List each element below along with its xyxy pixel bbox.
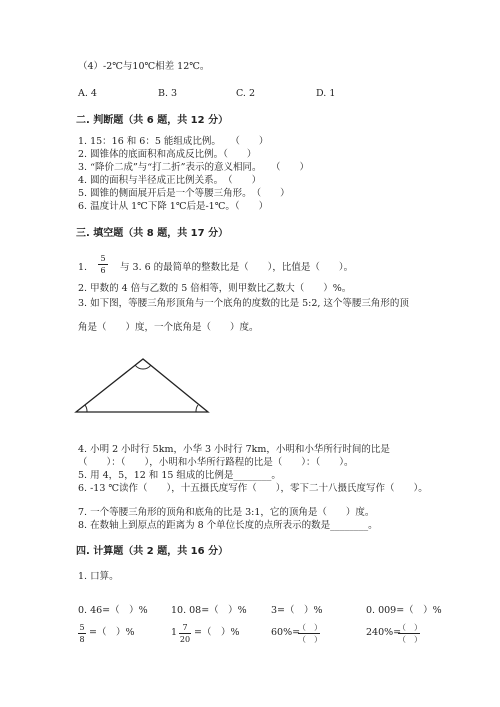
calc-item: 240%= (366, 627, 402, 638)
denominator: 6 (100, 266, 106, 275)
fraction-bar (298, 633, 320, 634)
list-item: 3. “降价二成”与“打二折”表示的意义相同。 （ ） (78, 162, 310, 173)
list-item: 6. -13 ℃读作（ ），十五摄氏度写作（ ），零下二十八摄氏度写作（ ）。 (78, 483, 428, 494)
list-item: 5. 圆锥的侧面展开后是一个等腰三角形。 （ ） (78, 188, 290, 199)
item-number: 1. (78, 262, 88, 273)
list-item: （ ）：（ ），小明和小华所行路程的比是（ ）：（ ）。 (78, 457, 354, 468)
fraction-bar (179, 633, 191, 634)
apex-angle-arc (135, 365, 151, 369)
list-item: 角是（ ）度，一个底角是（ ）度。 (78, 322, 259, 333)
list-item: 1. 15：16 和 6：5 能组成比例。 （ ） (78, 136, 269, 147)
fraction-bar (78, 633, 86, 634)
list-item: 2. 圆锥体的底面积和高成反比例。（ ） (78, 149, 257, 160)
fraction (179, 623, 191, 644)
section-heading: 三. 填空题（共 8 题，共 17 分） (76, 228, 229, 239)
calc-item: 3=（ ）% (271, 605, 323, 616)
section-heading: 四. 计算题（共 2 题，共 16 分） (76, 546, 229, 557)
isosceles-triangle (76, 359, 208, 412)
list-item: 4. 圆的面积与半径成正比例关系。 （ ） (78, 175, 262, 186)
section-heading: 二. 判断题（共 6 题，共 12 分） (76, 115, 229, 126)
mixed-whole: 1 (171, 627, 178, 638)
option-d: D. 1 (316, 88, 336, 99)
calc-item: 60%= (271, 627, 301, 638)
option-c: C. 2 (236, 88, 256, 99)
numerator: 5 (79, 623, 85, 632)
sub-heading: 1. 口算。 (78, 571, 119, 582)
fraction-bar (98, 264, 108, 265)
list-item: 4. 小明 2 小时行 5km，小华 3 小时行 7km，小明和小华所行时间的比是 (78, 444, 390, 455)
denominator: （ ） (398, 635, 422, 644)
fraction (78, 623, 86, 644)
list-item: 6. 温度计从 1℃下降 1℃后是-1℃。（ ） (78, 201, 269, 212)
question-line: （4）-2℃与10℃相差 12℃。 (78, 61, 210, 72)
calc-item: 10. 08=（ ）% (171, 605, 247, 616)
list-item: 5. 用 4，5，12 和 15 组成的比例是________。 (78, 470, 281, 481)
list-item: 与 3. 6 的最简单的整数比是（ ），比值是（ ）。 (120, 262, 354, 273)
calc-item: =（ ）% (89, 627, 135, 638)
fraction (98, 254, 108, 275)
list-item: 2. 甲数的 4 倍与乙数的 5 倍相等，则甲数比乙数大（ ）%。 (78, 283, 352, 294)
list-item: 7. 一个等腰三角形的顶角和底角的比是 3:1，它的顶角是（ ）度。 (78, 507, 375, 518)
fraction-bar (398, 633, 420, 634)
option-a: A. 4 (78, 88, 97, 99)
fraction (398, 623, 420, 644)
numerator: （ ） (398, 623, 422, 632)
list-item: 8. 在数轴上到原点的距离为 8 个单位长度的点所表示的数是________。 (78, 520, 378, 531)
numerator: （ ） (298, 623, 322, 632)
fraction (298, 623, 320, 644)
denominator: 8 (79, 635, 85, 644)
denominator: （ ） (298, 635, 322, 644)
calc-item: 0. 009=（ ）% (366, 605, 442, 616)
numerator: 7 (182, 623, 188, 632)
option-b: B. 3 (158, 88, 178, 99)
denominator: 20 (179, 635, 191, 644)
base-angle-arc (85, 405, 87, 412)
list-item: 3. 如下图，等腰三角形顶角与一个底角的度数的比是 5:2, 这个等腰三角形的顶 (78, 298, 409, 309)
triangle-figure (74, 352, 214, 418)
numerator: 5 (100, 254, 106, 263)
calc-item: 0. 46=（ ）% (78, 605, 148, 616)
calc-item: =（ ）% (194, 627, 240, 638)
base-angle-arc (196, 405, 198, 412)
